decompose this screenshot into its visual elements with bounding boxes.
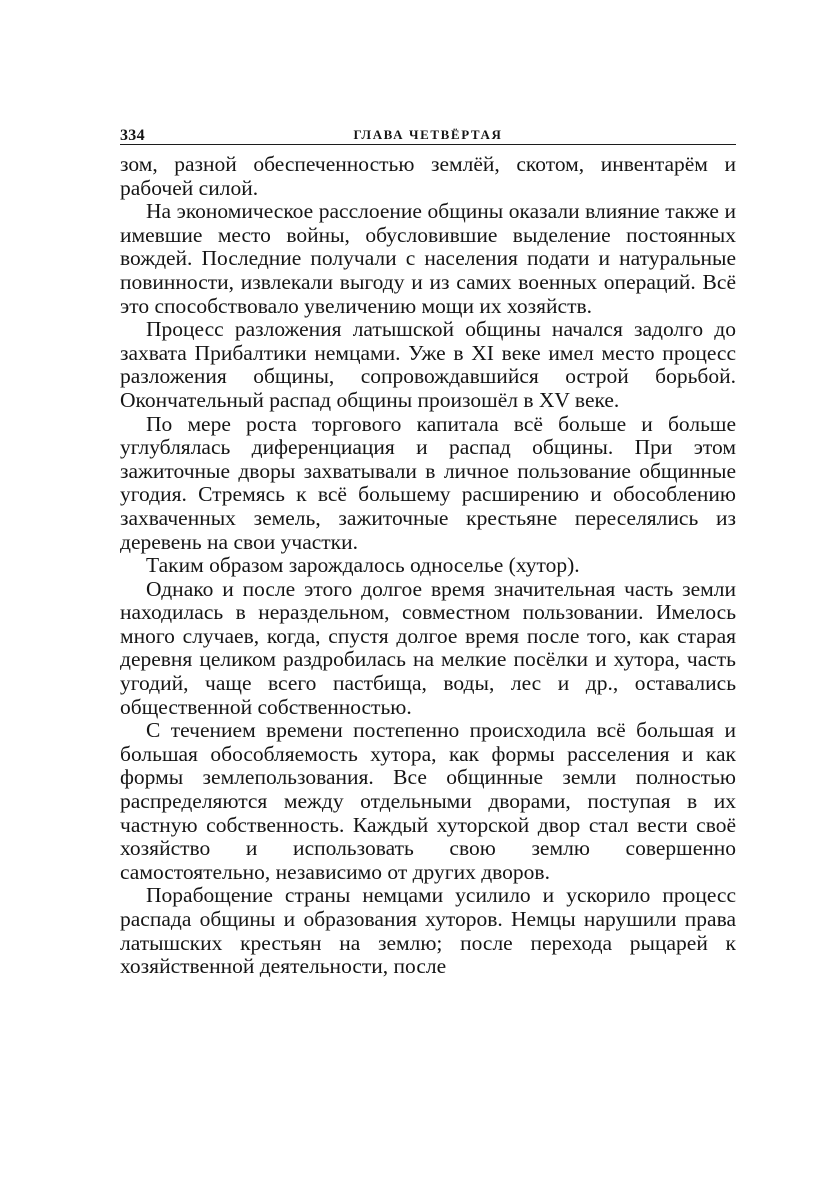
book-page <box>120 118 736 979</box>
paragraph: Процесс разложения латышской общины начался задолго до захвата Прибалтики немцами. Уже в XI веке имел место процесс разложения общины, сопровождавшийся острой борьбой. Окончательный распад общины произошёл в XV веке. <box>120 317 736 412</box>
paragraph: Порабощение страны немцами усилило и ускорило процесс распада общины и образования хуторов. Немцы нарушили права латышских крестьян на землю; после перехода рыцарей к хозяйственной деятельности, после <box>120 883 736 979</box>
paragraph: С течением времени постепенно происходила всё большая и большая обособляемость хутора, как формы расселения и как формы землепользования. Все общинные земли полностью распределяются между отдельными дворами, поступая в их частную собственность. Каждый хуторской двор стал вести своё хозяйство и использовать свою землю совершенно самостоятельно, независимо от других дворов. <box>120 718 736 884</box>
paragraph: По мере роста торгового капитала всё больше и больше углублялась диференциация и распад общины. При этом зажиточные дворы захватывали в личное пользование общинные угодия. Стремясь к всё большему расширению и обособлению захваченных земель, зажиточные крестьяне переселялись из деревень на свои участки. <box>120 411 736 554</box>
paragraph: Таким образом зарождалось односелье (хутор). <box>146 553 580 578</box>
body-text <box>120 153 736 979</box>
running-header <box>120 118 736 145</box>
paragraph: Однако и после этого долгое время значительная часть земли находилась в нераздельном, совместном пользовании. Имелось много случаев, когда, спустя долгое время после того, как старая деревня целиком раздробилась на мелкие посёлки и хутора, часть угодий, чаще всего пастбища, воды, лес и др., оставались общественной собственностью. <box>120 576 736 719</box>
page-number: 334 <box>120 127 145 144</box>
chapter-title: ГЛАВА ЧЕТВЁРТАЯ <box>353 127 503 142</box>
paragraph-continuation: зом, разной обеспеченностью землёй, скотом, инвентарём и рабочей силой. <box>120 152 736 200</box>
paragraph: На экономическое расслоение общины оказали влияние также и имевшие место войны, обусловившие выделение постоянных вождей. Последние получали с населения подати и натуральные повинности, извлекали выгоду и из самих военных операций. Всё это способствовало увеличению мощи их хозяйств. <box>120 199 736 318</box>
